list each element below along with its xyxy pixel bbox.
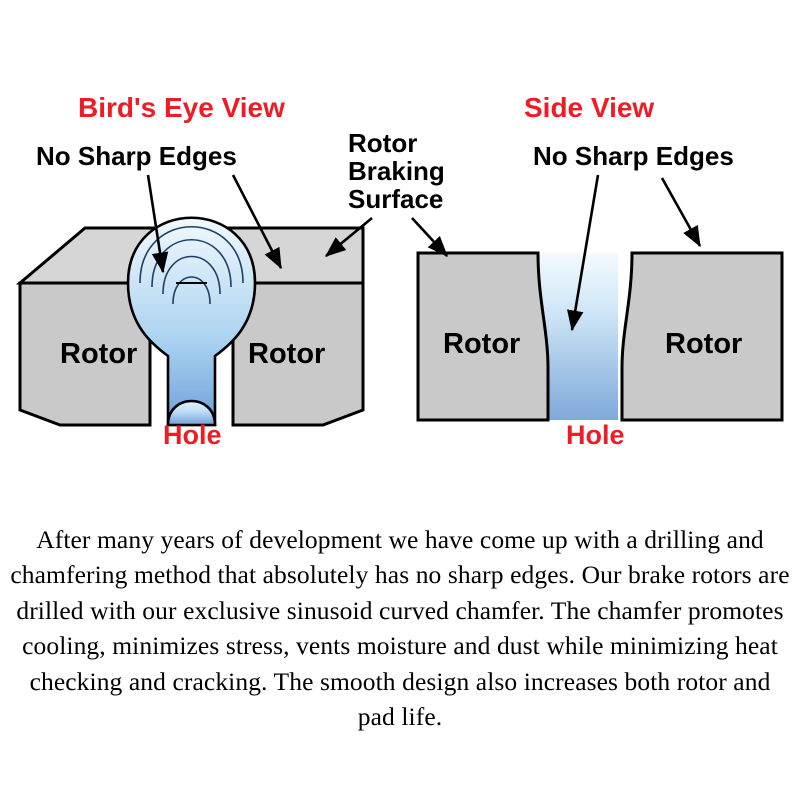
rotor-braking-surface-line3: Surface [348,184,444,214]
side-view-group [418,253,782,420]
no-sharp-edges-left-label: No Sharp Edges [36,141,237,171]
arrow-side-braking-surface [412,218,447,256]
rotor-right-label: Rotor [248,338,326,370]
hole-right-label: Hole [566,420,625,450]
hole-left-label: Hole [163,420,222,450]
side-rotor-right-label: Rotor [665,328,743,360]
birds-eye-view-title: Bird's Eye View [78,92,285,123]
rotor-left-label: Rotor [60,338,138,370]
side-rotor-left-label: Rotor [443,328,521,360]
no-sharp-edges-right-label: No Sharp Edges [533,141,734,171]
caption-text: After many years of development we have come up with a drilling and chamfering method that absolutely has no sharp edges. Our brake rotors are drilled with our exclusive sinusoid curved chamfer. The chamfer promotes cooling, minimizes stress, vents moisture and dust while minimizing heat checking and cracking. The smooth design also increases both rotor and pad life. [10,525,790,732]
arrow-no-sharp-edges-right-b [662,178,700,246]
rotor-braking-surface-line2: Braking [348,156,445,186]
side-hole-channel [538,253,618,420]
birds-eye-view-group [20,218,363,425]
rotor-braking-surface-line1: Rotor [348,128,418,158]
side-view-title: Side View [524,92,655,123]
